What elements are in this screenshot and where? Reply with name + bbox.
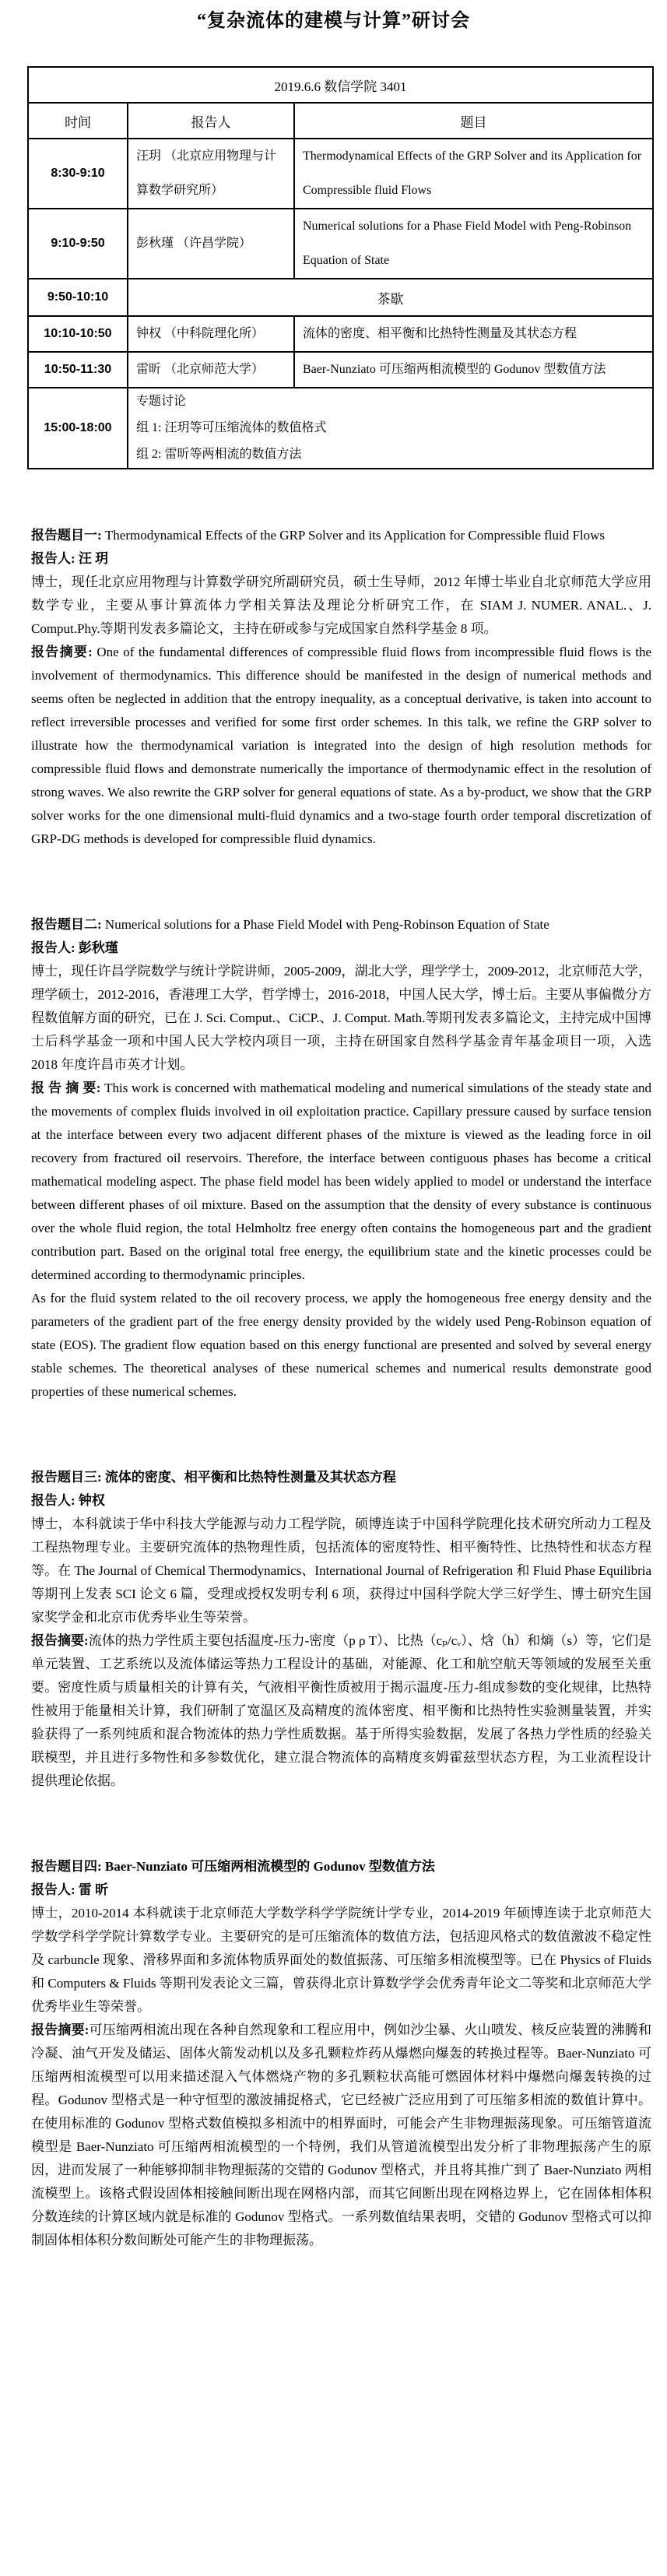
- abstract-label: 报告摘要:: [31, 1633, 89, 1648]
- speaker-name: 钟权: [78, 1493, 105, 1508]
- speaker-cell: 钟权 （中科院理化所）: [128, 316, 294, 352]
- report-title-4: [31, 1855, 651, 1878]
- time-cell: 8:30-9:10: [28, 139, 128, 209]
- abstract-label: 报 告 摘 要:: [31, 1081, 105, 1095]
- speaker-line-3: [31, 1489, 651, 1513]
- table-caption-row: [28, 67, 653, 103]
- bottom-margin: [0, 2252, 667, 2307]
- abstract-label: 报告摘要:: [31, 645, 97, 659]
- table-row-discussion: [28, 388, 653, 469]
- abstract-text: 流体的热力学性质主要包括温度-压力-密度（p ρ T）、比热（cₚ/cᵥ）、焓（h）和熵（s）等，它们是单元装置、工艺系统以及流体储运等热力工程设计的基础，对能源、化工和航空航天等领域的发展至关重要。密度性质与质量相关的计算有关，气液相平衡性质被用于揭示温度-压力-组成参数的变化规律，比热特性被用于能量相关计算，我们研制了宽温区及高精度的流体密度、相平衡和比热特性实验测量装置，并实验获得了一系列纯质和混合物流体的热力学性质数据。基于所得实验数据，发展了各热力学性质的经验关联模型，并且进行多物性和多参数优化，建立混合物流体的高精度亥姆霍兹型状态方程，为工业流程设计提供理论依据。: [31, 1633, 651, 1788]
- report-title-label: 报告题目二:: [31, 917, 105, 932]
- abstract-3: [31, 1629, 651, 1793]
- table-row-talk-3: [28, 316, 653, 352]
- report-title-1: [31, 524, 651, 547]
- col-header-topic: 题目: [294, 103, 653, 139]
- table-header-row: [28, 103, 653, 139]
- time-cell: 10:10-10:50: [28, 316, 128, 352]
- speaker-label: 报告人:: [31, 1493, 79, 1508]
- col-header-speaker: 报告人: [128, 103, 294, 139]
- time-cell: 10:50-11:30: [28, 352, 128, 388]
- report-section-1: [31, 524, 651, 851]
- speaker-cell: 彭秋瑾 （许昌学院）: [128, 209, 294, 279]
- speaker-label: 报告人:: [31, 940, 79, 955]
- topic-cell: Baer-Nunziato 可压缩两相流模型的 Godunov 型数值方法: [294, 352, 653, 388]
- table-row-tea-break: [28, 279, 653, 316]
- col-header-time: 时间: [28, 103, 128, 139]
- topic-cell: Thermodynamical Effects of the GRP Solver and its Application for Compressible fluid Flows: [294, 139, 653, 209]
- speaker-line-4: [31, 1878, 651, 1902]
- abstract-1: [31, 641, 651, 851]
- time-cell: 9:50-10:10: [28, 279, 128, 316]
- speaker-bio-1: 博士，现任北京应用物理与计算数学研究所副研究员，硕士生导师，2012 年博士毕业自北京师范大学应用数学专业，主要从事计算流体力学相关算法及理论分析研究工作，在 SIAM J. NUMER. ANAL.、J. Comput.Phy.等期刊发表多篇论文，主持在研或参与完成国家自然科学基金 8 项。: [31, 575, 651, 636]
- page-title: “复杂流体的建模与计算”研讨会: [197, 11, 470, 31]
- speaker-name: 雷 昕: [78, 1882, 109, 1897]
- discussion-cell: [128, 388, 653, 469]
- report-title-3: [31, 1466, 651, 1489]
- discussion-line: 组 1: 汪玥等可压缩流体的数值格式: [136, 421, 327, 434]
- report-title-text: 流体的密度、相平衡和比热特性测量及其状态方程: [104, 1470, 396, 1485]
- speaker-cell: 汪玥 （北京应用物理与计算数学研究所）: [128, 139, 294, 209]
- report-section-4: [31, 1855, 651, 2252]
- abstract-label: 报告摘要:: [31, 2022, 90, 2037]
- table-row-talk-1: [28, 139, 653, 209]
- discussion-line: 组 2: 雷昕等两相流的数值方法: [136, 448, 302, 461]
- report-title-text: Numerical solutions for a Phase Field Model with Peng-Robinson Equation of State: [104, 917, 549, 932]
- report-title-label: 报告题目一:: [31, 528, 105, 543]
- schedule-table: [27, 66, 654, 469]
- time-cell: 15:00-18:00: [28, 388, 128, 469]
- time-cell: 9:10-9:50: [28, 209, 128, 279]
- speaker-bio-2: 博士，现任许昌学院数学与统计学院讲师，2005-2009，湖北大学，理学学士，2009-2012，北京师范大学，理学硕士，2012-2016，香港理工大学，哲学博士，2016-2018，中国人民大学，博士后。主要从事偏微分方程数值解方面的研究，已在 J. Sci. Comput.、CiCP.、J. Comput. Math.等期刊发表多篇论文，主持完成中国博士后科学基金一项和中国人民大学校内项目一项，主持在研国家自然科学基金青年基金项目一项，入选 2018 年度许昌市英才计划。: [31, 964, 651, 1072]
- abstract-text: This work is concerned with mathematical modeling and numerical simulations of the steady state and the movements of complex fluids involved in oil exploitation practice. Capillary pressure caused by surface tension at the interface between every two adjacent different phases of the mixture is viewed as the leading force in oil recovery from fractured oil reservoirs. Therefore, the interface between contiguous phases has become a critical mathematical modeling aspect. The phase field model has been widely applied to model or understand the interface between different phases of oil mixture. Based on the assumption that the density of every substance is continuous over the whole fluid region, the total Helmholtz free energy often contains the homogeneous part and the gradient contribution part. Based on the original total free energy, the equilibrium state and the kinetic processes could be determined according to thermodynamic principles.: [31, 1081, 651, 1282]
- abstract-2-paragraph-2: As for the fluid system related to the oil recovery process, we apply the homogeneous free energy density and the parameters of the gradient part of the free energy density provided by the widely used Peng-Robinson equation of state (EOS). The gradient flow equation based on this energy functional are presented and solved by several energy stable schemes. The theoretical analyses of these numerical schemes and numerical results demonstrate good properties of these numerical schemes.: [31, 1291, 651, 1399]
- discussion-line: 专题讨论: [136, 395, 187, 408]
- speaker-label: 报告人:: [31, 551, 79, 566]
- tea-break-cell: 茶歇: [128, 279, 653, 316]
- speaker-label: 报告人:: [31, 1882, 79, 1897]
- abstract-text: One of the fundamental differences of compressible fluid flows from incompressible fluid flows is the involvement of thermodynamics. This difference should be manifested in the design of numerical methods and seems often be neglected in addition that the entropy inequality, as a conceptual derivative, is taken into account to reflect irreversible processes and verified for some first order schemes. In this talk, we refine the GRP solver to illustrate how the thermodynamical variation is integrated into the design of high resolution methods for compressible fluid flows and demonstrate numerically the importance of thermodynamic effect in the resolution of strong waves. We also rewrite the GRP solver for general equations of state. As a by-product, we show that the GRP solver works for the one dimensional multi-fluid dynamics and a two-stage fourth order temporal discretization of GRP-DG methods is developed for compressible fluid dynamics.: [31, 645, 651, 846]
- report-section-2: [31, 913, 651, 1404]
- report-title-label: 报告题目三:: [31, 1470, 105, 1485]
- abstract-4: [31, 2019, 651, 2252]
- table-row-talk-2: [28, 209, 653, 279]
- topic-cell: Numerical solutions for a Phase Field Model with Peng-Robinson Equation of State: [294, 209, 653, 279]
- table-row-talk-4: [28, 352, 653, 388]
- speaker-line-1: [31, 547, 651, 571]
- topic-cell: 流体的密度、相平衡和比热特性测量及其状态方程: [294, 316, 653, 352]
- speaker-bio-4: 博士，2010-2014 本科就读于北京师范大学数学科学学院统计学专业，2014-2019 年硕博连读于北京师范大学数学科学学院计算数学专业。主要研究的是可压缩流体的数值方法，包括迎风格式的数值激波不稳定性及 carbuncle 现象、滑移界面和多流体物质界面处的数值振荡、可压缩多相流模型等。已在 Physics of Fluids 和 Computers & Fluids 等期刊发表论文三篇，曾获得北京计算数学学会优秀青年论文二等奖和北京师范大学优秀毕业生等荣誉。: [31, 1906, 651, 2014]
- report-title-2: [31, 913, 651, 937]
- speaker-name: 彭秋瑾: [78, 940, 118, 955]
- document-page: [0, 5, 667, 2307]
- schedule-caption: 2019.6.6 数信学院 3401: [28, 67, 653, 103]
- abstract-text: 可压缩两相流出现在各种自然现象和工程应用中，例如沙尘暴、火山喷发、核反应装置的沸腾和冷凝、油气开发及储运、固体火箭发动机以及多孔颗粒炸药从爆燃向爆轰的转换过程等。Baer-Nunziato 可压缩两相流模型可以用来描述混入气体燃烧产物的多孔颗粒状高能可燃固体材料中爆燃向爆轰转换的过程。Godunov 型格式是一种守恒型的激波捕捉格式，它已经被广泛应用到了可压缩多相流的数值计算中。在使用标准的 Godunov 型格式数值模拟多相流中的相界面时，可能会产生非物理振荡现象。可压缩管道流模型是 Baer-Nunziato 可压缩两相流模型的一个特例，我们从管道流模型出发分析了非物理振荡产生的原因，进而发展了一种能够抑制非物理振荡的交错的 Godunov 型格式，并且将其推广到了 Baer-Nunziato 两相流模型上。该格式假设固体相接触间断出现在网格内部，而其它间断出现在网格边界上，它在固体相体积分数连续的计算区域内就是标准的 Godunov 型格式。一系列数值结果表明，交错的 Godunov 型格式可以抑制固体相体积分数间断处可能产生的非物理振荡。: [31, 2022, 651, 2247]
- report-sections: [31, 524, 651, 2252]
- speaker-line-2: [31, 937, 651, 960]
- report-title-text: Baer-Nunziato 可压缩两相流模型的 Godunov 型数值方法: [104, 1859, 435, 1874]
- speaker-cell: 雷昕 （北京师范大学）: [128, 352, 294, 388]
- report-title-text: Thermodynamical Effects of the GRP Solver and its Application for Compressible fluid Flows: [104, 528, 606, 543]
- abstract-2: [31, 1077, 651, 1287]
- speaker-name: 汪 玥: [78, 551, 109, 566]
- speaker-bio-3: 博士，本科就读于华中科技大学能源与动力工程学院，硕博连读于中国科学院理化技术研究所动力工程及工程热物理专业。主要研究流体的热物理性质，包括流体的密度特性、相平衡特性、比热特性和状态方程等。在 The Journal of Chemical Thermodynamics、International Journal of Refrigeration 和 Fluid Phase Equilibria 等期刊上发表 SCI 论文 6 篇，受理或授权发明专利 6 项，获得过中国科学院大学三好学生、博士研究生国家奖学金和北京市优秀毕业生等荣誉。: [31, 1516, 651, 1625]
- report-title-label: 报告题目四:: [31, 1859, 105, 1874]
- report-section-3: [31, 1466, 651, 1793]
